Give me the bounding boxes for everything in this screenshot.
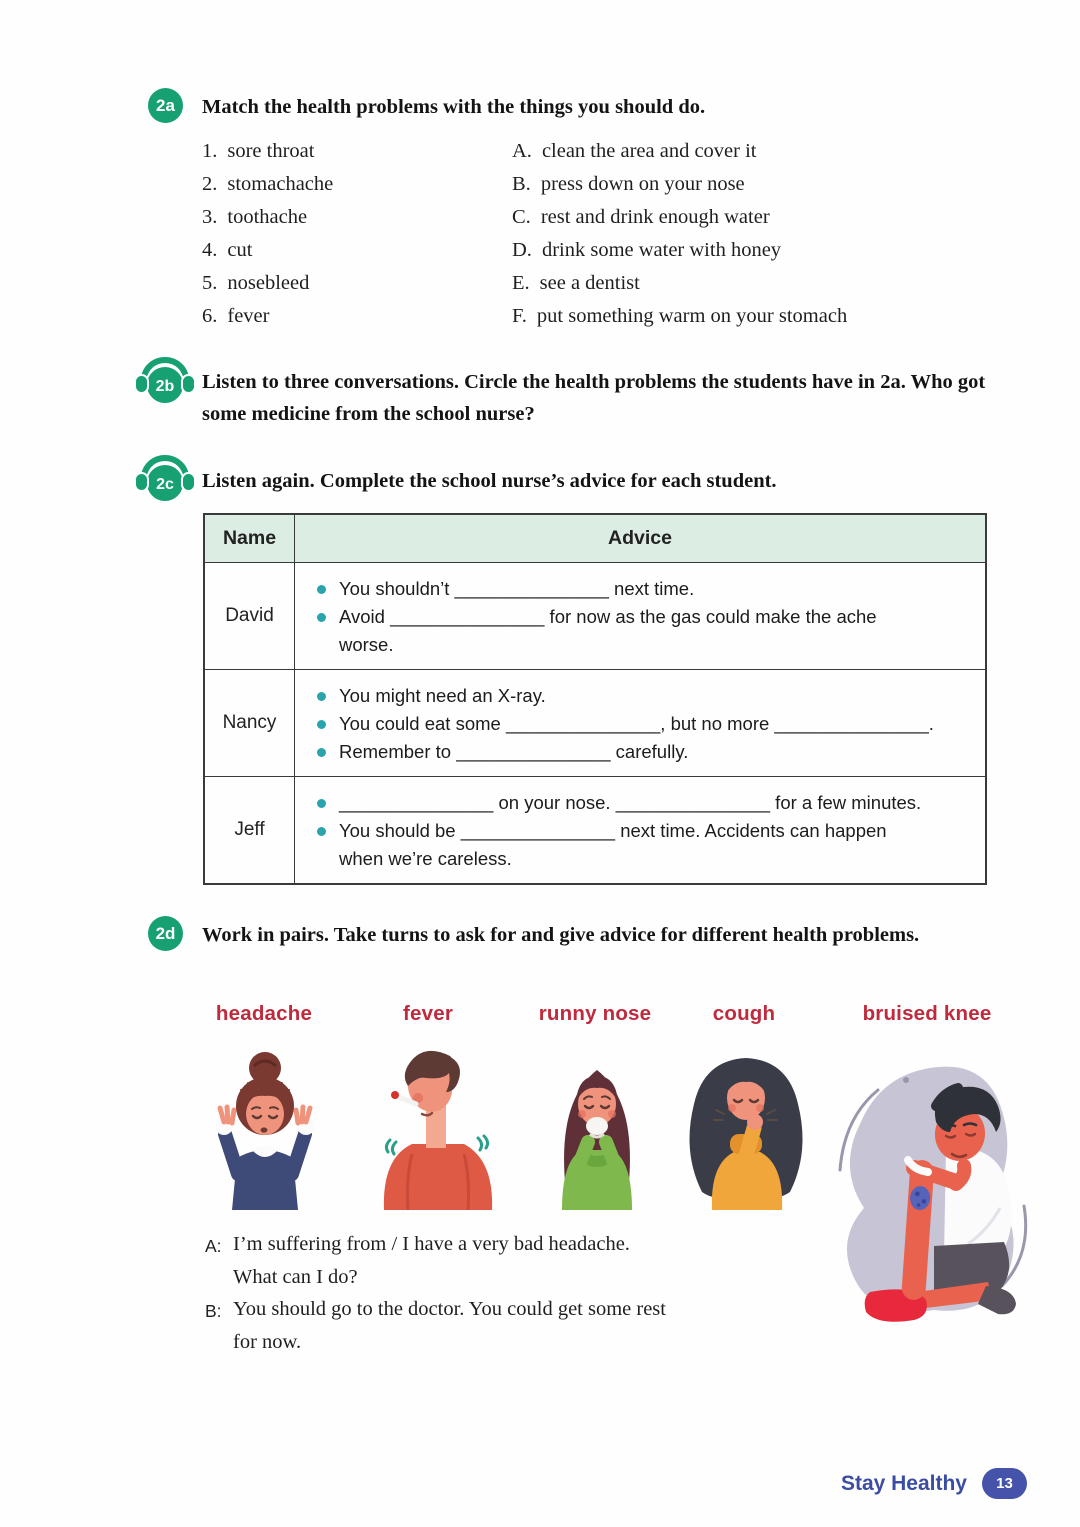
list-item: E. see a dentist [512,272,640,294]
student-name: Jeff [205,777,295,883]
advice-options-list [512,135,847,333]
cough-illustration [672,1042,820,1215]
headache-illustration [200,1042,330,1215]
table-row [205,563,985,670]
advice-cell [295,670,985,777]
list-item: 4. cut [202,239,253,261]
list-item: D. drink some water with honey [512,239,782,261]
list-item: 6. fever [202,305,270,327]
dialogue-line-a: A: I’m suffering from / I have a very bad headache. [205,1233,630,1256]
advice-cell [295,777,985,883]
list-item: 1. sore throat [202,140,315,162]
column-header-advice: Advice [295,515,985,563]
speaker-label: B: [205,1301,222,1321]
section-2c-badge [133,450,197,506]
advice-bullet: You should be _______________ next time. Accidents can happen when we’re careless. [317,817,975,873]
student-name: Nancy [205,670,295,777]
health-problems-list [202,135,333,333]
page-number-badge: 13 [982,1468,1027,1499]
student-name: David [205,563,295,670]
label-runny-nose: runny nose [538,1002,652,1025]
svg-text:2c: 2c [156,476,174,493]
list-item: F. put something warm on your stomach [512,305,848,327]
dialogue-line-b: B: You should go to the doctor. You could get some rest [205,1298,666,1321]
section-2b-badge [133,352,197,408]
advice-cell [295,563,985,670]
section-2a-badge-label: 2a [156,95,175,115]
list-item: 2. stomachache [202,173,334,195]
advice-bullet: You shouldn’t _______________ next time. [317,575,975,603]
list-item: A. clean the area and cover it [512,140,757,162]
bullet-icon [317,799,326,808]
advice-bullet: Avoid _______________ for now as the gas could make the ache worse. [317,603,975,659]
bullet-icon [317,613,326,622]
list-item: B. press down on your nose [512,173,745,195]
label-bruised-knee: bruised knee [862,1002,992,1025]
section-2a-badge [148,88,183,123]
bruised-knee-illustration [818,1048,1042,1343]
bullet-icon [317,720,326,729]
bullet-icon [317,585,326,594]
section-2d-title: Work in pairs. Take turns to ask for and give advice for different health problems. [202,924,920,946]
advice-bullet: You might need an X-ray. [317,682,975,710]
page-footer [841,1468,1027,1499]
table-row [205,777,985,883]
section-2d-badge [148,916,183,951]
dialogue-line-a-cont: What can I do? [233,1266,358,1288]
section-2a-title: Match the health problems with the things you should do. [202,96,706,118]
speaker-label: A: [205,1236,222,1256]
advice-bullet: _______________ on your nose. _______________ for a few minutes. [317,789,975,817]
bullet-icon [317,748,326,757]
unit-title: Stay Healthy [840,1471,967,1495]
list-item: 3. toothache [202,206,308,228]
label-headache: headache [215,1002,313,1025]
label-fever: fever [402,1002,454,1025]
advice-bullet: You could eat some _______________, but no more _______________. [317,710,975,738]
section-2d-badge-label: 2d [155,923,176,943]
bullet-icon [317,827,326,836]
headphones-icon [133,450,197,506]
section-2b-title: Listen to three conversations. Circle the health problems the students have in 2a. Who got some medicine from the school nurse? [202,371,986,425]
bullet-icon [317,692,326,701]
advice-bullet: Remember to _______________ carefully. [317,738,975,766]
svg-text:2b: 2b [155,378,175,395]
label-cough: cough [712,1002,776,1025]
dialogue-line-b-cont: for now. [233,1331,302,1353]
nurse-advice-table [203,513,987,885]
section-2c-title: Listen again. Complete the school nurse’s advice for each student. [202,470,777,492]
column-header-name: Name [205,515,295,563]
headphones-icon [133,352,197,408]
table-row [205,670,985,777]
list-item: C. rest and drink enough water [512,206,770,228]
runny-nose-illustration [530,1042,665,1215]
list-item: 5. nosebleed [202,272,310,294]
table-header-row [205,515,985,563]
fever-illustration [366,1042,510,1215]
